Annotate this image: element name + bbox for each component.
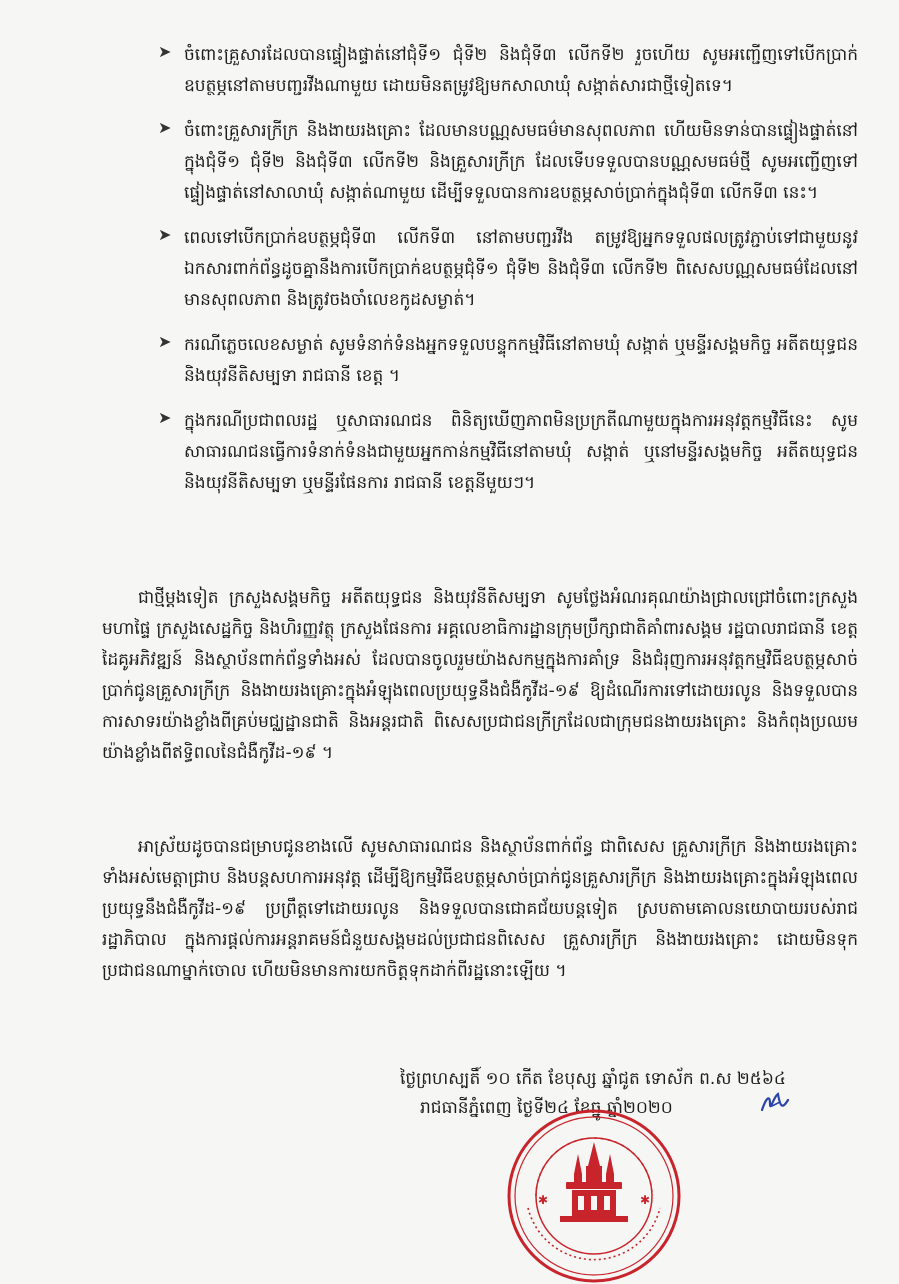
bullet-item	[158, 116, 858, 209]
bullet-item	[158, 40, 858, 102]
signature-icon	[758, 1090, 792, 1118]
bullet-item	[158, 406, 858, 499]
bullet-text: ចំពោះគ្រួសារដែលបានផ្ទៀងផ្ទាត់នៅជុំទី១ ជុំទី២ និងជុំទី៣ លើកទី២ រួចហើយ សូមអញ្ជើញទៅបើកប្រាក់ឧបត្ថម្ភនៅតាមបញ្ជរវីងណាមួយ ដោយមិនតម្រូវឱ្យមកសាលាឃុំ សង្កាត់សារជាថ្មីទៀតទេ។	[184, 45, 858, 96]
bullet-list	[158, 40, 858, 513]
svg-text:✱: ✱	[538, 1193, 549, 1207]
arrowhead-bullet-icon: ➤	[158, 42, 172, 61]
bullet-text: ពេលទៅបើកប្រាក់ឧបត្ថម្ភជុំទី៣ លើកទី៣ នៅតាមបញ្ជរវីង តម្រូវឱ្យអ្នកទទួលផលត្រូវភ្ជាប់ទៅជាមួយនូវឯកសារពាក់ព័ន្ធដូចគ្នានឹងការបើកប្រាក់ឧបត្ថម្ភជុំទី១ ជុំទី២ និងជុំទី៣ លើកទី២ ពិសេសបណ្ណសមធម៌ដែលនៅមានសុពលភាព និងត្រូវចងចាំលេខកូដសម្ងាត់។	[184, 228, 858, 310]
lunar-date: ថ្ងៃព្រហស្បតិ៍ ១០ កើត ខែបុស្ស ឆ្នាំជូត ទោស័ក ព.ស ២៥៦៤	[400, 1069, 786, 1089]
arrowhead-bullet-icon: ➤	[158, 225, 172, 244]
arrowhead-bullet-icon: ➤	[158, 408, 172, 427]
solar-date: រាជធានីភ្នំពេញ ថ្ងៃទី២៤ ខែធ្នូ ឆ្នាំ២០២០	[420, 1098, 673, 1118]
arrowhead-bullet-icon: ➤	[158, 332, 172, 351]
arrowhead-bullet-icon: ➤	[158, 118, 172, 137]
bullet-item	[158, 223, 858, 316]
bullet-text: ក្នុងករណីប្រជាពលរដ្ឋ ឬសាធារណជន ពិនិត្យឃើញភាពមិនប្រក្រតីណាមួយក្នុងការអនុវត្តកម្មវិធីនេះ សូមសាធារណជនធ្វើការទំនាក់ទំនងជាមួយអ្នកកាន់កម្មវិធីនៅតាមឃុំ សង្កាត់ ឬនៅមន្ទីរសង្គមកិច្ច អតីតយុទ្ធជន និងយុវនីតិសម្បទា ឬមន្ទីរផែនការ រាជធានី ខេត្តនីមួយៗ។	[184, 411, 858, 493]
bullet-text: ចំពោះគ្រួសារក្រីក្រ និងងាយរងគ្រោះ ដែលមានបណ្ណសមធម៌មានសុពលភាព ហើយមិនទាន់បានផ្ទៀងផ្ទាត់នៅក្នុងជុំទី១ ជុំទី២ និងជុំទី៣ លើកទី២ និងគ្រួសារក្រីក្រ ដែលទើបទទួលបានបណ្ណសមធម៌ថ្មី សូមអញ្ជើញទៅផ្ទៀងផ្ទាត់នៅសាលាឃុំ សង្កាត់ណាមួយ ដើម្បីទទួលបានការឧបត្ថម្ភសាច់ប្រាក់ក្នុងជុំទី៣ លើកទី៣ នេះ។	[184, 121, 858, 203]
appeal-paragraph: អាស្រ័យដូចបានជម្រាបជូនខាងលើ សូមសាធារណជន និងស្ថាប័នពាក់ព័ន្ធ ជាពិសេស គ្រួសារក្រីក្រ និងងាយរងគ្រោះ ទាំងអស់មេត្តាជ្រាប និងបន្តសហការអនុវត្ត ដើម្បីឱ្យកម្មវិធីឧបត្ថម្ភសាច់ប្រាក់ជូនគ្រួសារក្រីក្រ និងងាយរងគ្រោះក្នុងអំឡុងពេលប្រយុទ្ធនឹងជំងឺកូវីដ-១៩ ប្រព្រឹត្តទៅដោយរលូន និងទទួលបានជោគជ័យបន្តទៀត ស្របតាមគោលនយោបាយរបស់រាជរដ្ឋាភិបាល ក្នុងការផ្តល់ការអន្តរាគមន៍ជំនួយសង្គមដល់ប្រជាជនពិសេស គ្រួសារក្រីក្រ និងងាយរងគ្រោះ ដោយមិនទុកប្រជាជនណាម្នាក់ចោល ហើយមិនមានការយកចិត្តទុកដាក់ពីរដ្ឋនោះឡើយ ។	[102, 837, 858, 981]
bullet-text: ករណីភ្លេចលេខសម្ងាត់ សូមទំនាក់ទំនងអ្នកទទួលបន្ទុកកម្មវិធីនៅតាមឃុំ សង្កាត់ ឬមន្ទីរសង្គមកិច្ច អតីតយុទ្ធជន និងយុវនីតិសម្បទា រាជធានី ខេត្ត ។	[184, 335, 858, 386]
official-seal-icon	[506, 1108, 682, 1284]
bullet-item	[158, 330, 858, 392]
svg-text:✱: ✱	[640, 1193, 651, 1207]
thanks-paragraph: ជាថ្មីម្តងទៀត ក្រសួងសង្គមកិច្ច អតីតយុទ្ធជន និងយុវនីតិសម្បទា សូមថ្លែងអំណរគុណយ៉ាងជ្រាលជ្រៅចំពោះក្រសួងមហាផ្ទៃ ក្រសួងសេដ្ឋកិច្ច និងហិរញ្ញវត្ថុ ក្រសួងផែនការ អគ្គលេខាធិការដ្ឋានក្រុមប្រឹក្សាជាតិគាំពារសង្គម រដ្ឋបាលរាជធានី ខេត្ត ដៃគូអភិវឌ្ឍន៍ និងស្ថាប័នពាក់ព័ន្ធទាំងអស់ ដែលបានចូលរួមយ៉ាងសកម្មក្នុងការគាំទ្រ និងជំរុញការអនុវត្តកម្មវិធីឧបត្ថម្ភសាច់ប្រាក់ជូនគ្រួសារក្រីក្រ និងងាយរងគ្រោះក្នុងអំឡុងពេលប្រយុទ្ធនឹងជំងឺកូវីដ-១៩ ឱ្យដំណើរការទៅដោយរលូន និងទទួលបានការសាទរយ៉ាងខ្លាំងពីគ្រប់មជ្ឈដ្ឋានជាតិ និងអន្តរជាតិ ពិសេសប្រជាជនក្រីក្រដែលជាក្រុមជនងាយរងគ្រោះ និងកំពុងប្រឈមយ៉ាងខ្លាំងពីឥទ្ធិពលនៃជំងឺកូវីដ-១៩ ។	[102, 588, 858, 763]
